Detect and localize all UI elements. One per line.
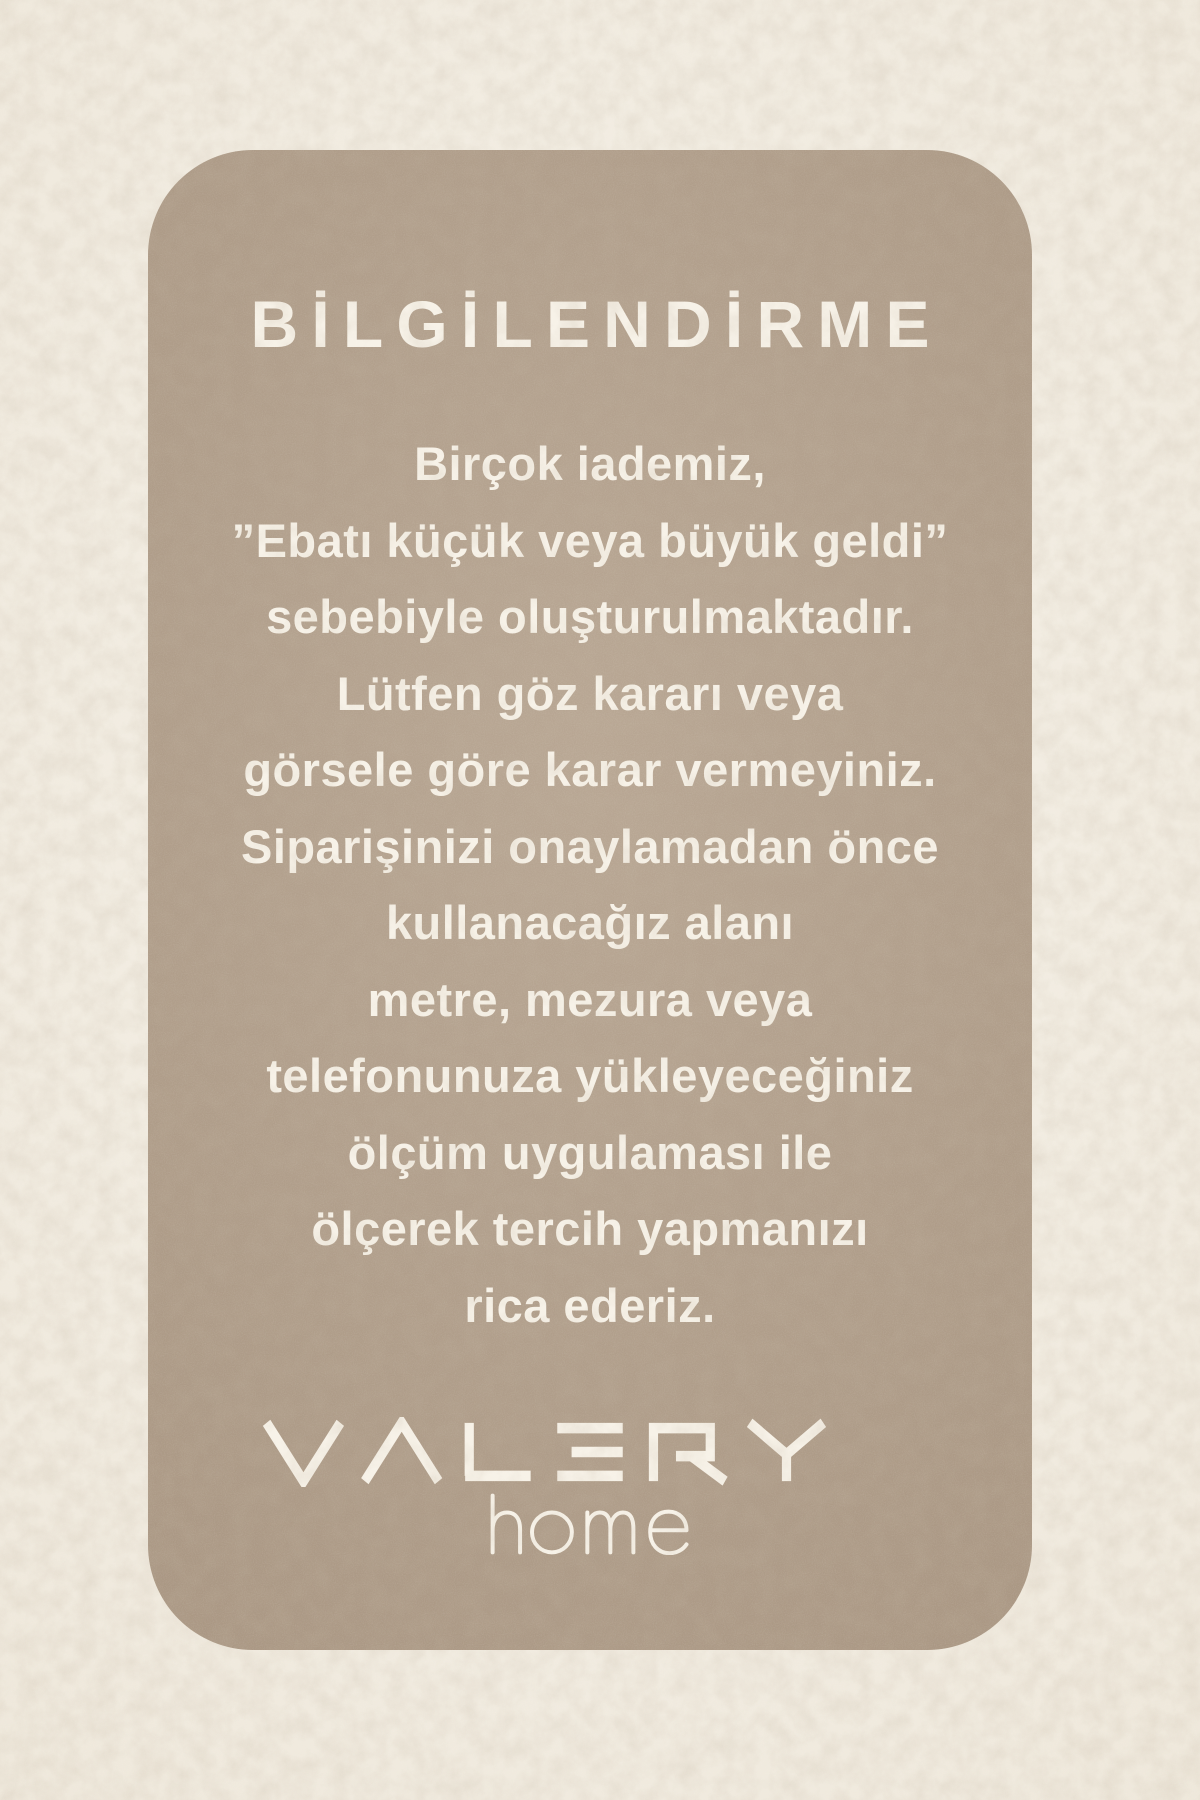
body-line: ölçüm uygulaması ile [347, 1125, 833, 1179]
body-line: görsele göre karar vermeyiniz. [243, 743, 937, 796]
valery-wordmark-icon [263, 1417, 918, 1487]
body-line: metre, mezura veya [367, 972, 813, 1026]
body-line: kullanacağız alanı [385, 896, 795, 949]
body-line: telefonunuza yükleyeceğiniz [266, 1049, 914, 1102]
body-line: Siparişinizi onaylamadan önce [241, 819, 939, 873]
home-wordmark-icon [482, 1493, 698, 1555]
body-line: Birçok iademiz, [414, 437, 766, 490]
body-line: Lütfen göz kararı veya [336, 666, 844, 720]
body-line: ”Ebatı küçük veya büyük geldi” [231, 513, 949, 567]
info-card [148, 150, 1032, 1650]
body-line: sebebiyle oluşturulmaktadır. [266, 590, 914, 643]
brand-logo [148, 150, 1032, 1650]
body-line: rica ederiz. [464, 1278, 716, 1332]
body-line: ölçerek tercih yapmanızı [311, 1202, 869, 1255]
card-title: BİLGİLENDİRME [250, 287, 943, 361]
